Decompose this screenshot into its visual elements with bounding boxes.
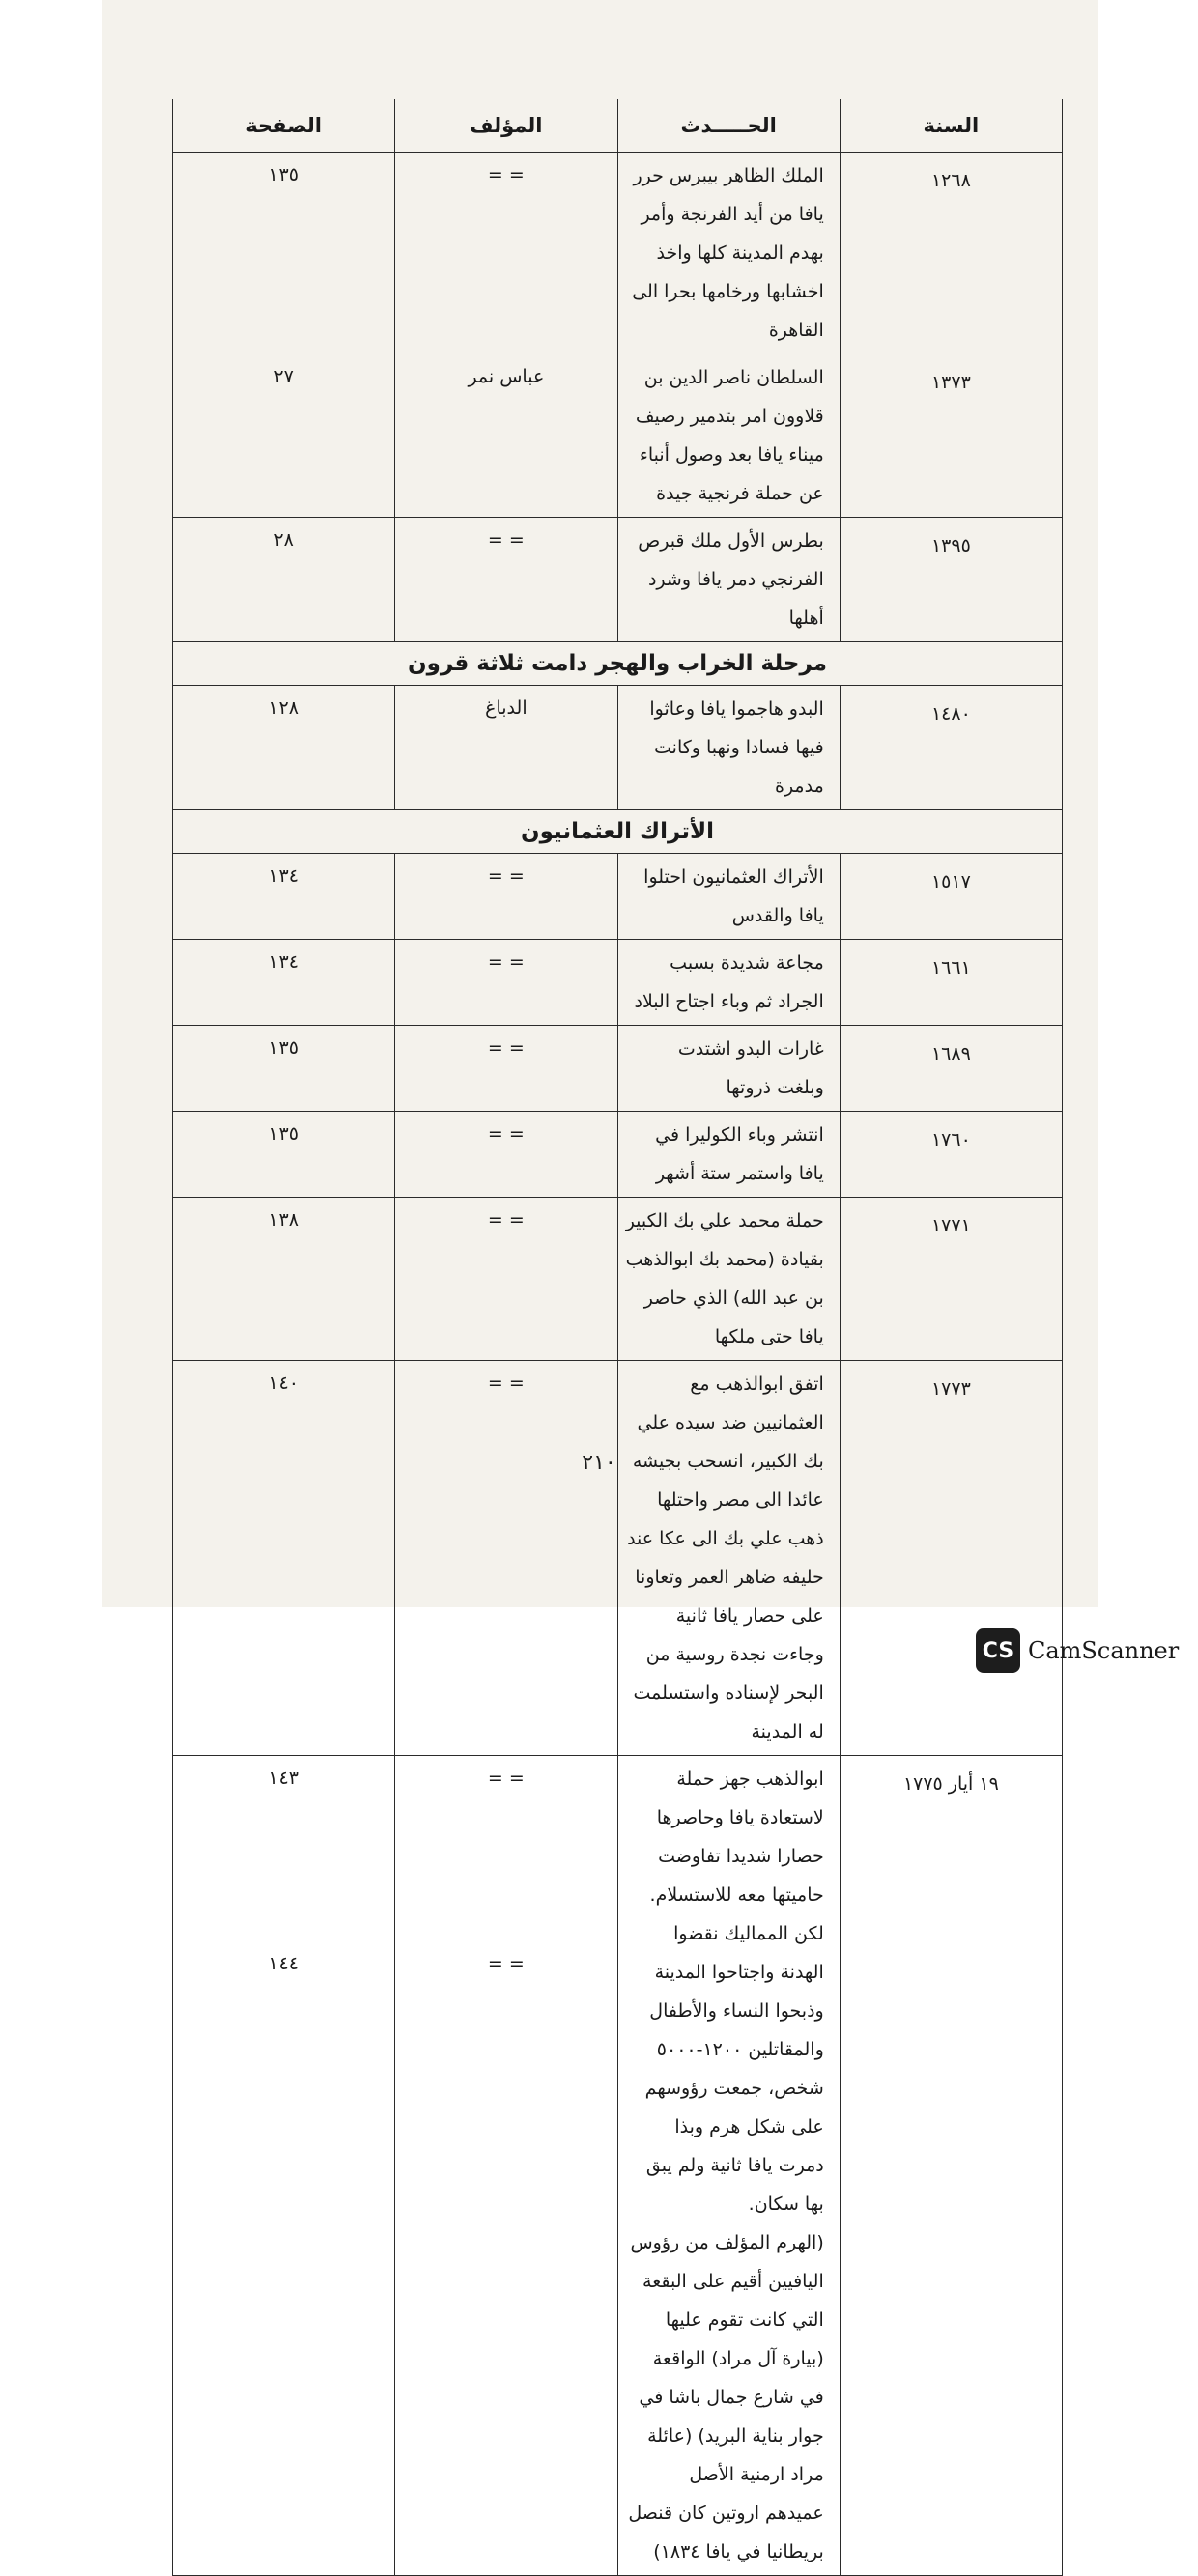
row-event: السلطان ناصر الدين بن قلاوون امر بتدمير رصيف ميناء يافا بعد وصول أنباء عن حملة فرنجية جيدة	[617, 354, 840, 518]
row-year: ١٤٨٠	[840, 686, 1062, 810]
row-author: = =	[395, 1026, 617, 1112]
header-page: الصفحة	[173, 99, 395, 153]
table-row	[173, 354, 1063, 518]
section-heading: مرحلة الخراب والهجر دامت ثلاثة قرون	[173, 642, 1063, 686]
table-row	[173, 854, 1063, 940]
table-row	[173, 1112, 1063, 1198]
author-text-2: = =	[487, 1953, 525, 1974]
row-year: ١٣٩٥	[840, 518, 1062, 642]
row-author: = =	[395, 1361, 617, 1756]
table-row	[173, 518, 1063, 642]
header-event: الحـــــدث	[617, 99, 840, 153]
row-author: = =	[395, 518, 617, 642]
page-number: ٢١٠	[582, 1451, 616, 1475]
section-row	[173, 642, 1063, 686]
row-author: = =	[395, 854, 617, 940]
section-heading: الأتراك العثمانيون	[173, 810, 1063, 854]
row-author: الدباغ	[395, 686, 617, 810]
row-author: = =	[395, 1198, 617, 1361]
table-row	[173, 1198, 1063, 1361]
header-year: السنة	[840, 99, 1062, 153]
row-event: الأتراك العثمانيون احتلوا يافا والقدس	[617, 854, 840, 940]
row-page	[173, 1756, 395, 2576]
row-page: ١٣٥	[173, 153, 395, 354]
row-page: ٢٧	[173, 354, 395, 518]
row-page: ١٣٨	[173, 1198, 395, 1361]
table-header-row	[173, 99, 1063, 153]
row-year: ١٧٧١	[840, 1198, 1062, 1361]
table-row	[173, 686, 1063, 810]
table-row	[173, 1026, 1063, 1112]
row-author	[395, 1756, 617, 2576]
row-year: ١٣٧٣	[840, 354, 1062, 518]
row-author: = =	[395, 153, 617, 354]
event-note: (الهرم المؤلف من رؤوس اليافيين أقيم على البقعة التي كانت تقوم عليها (بيارة آل مراد) الواقعة في شارع جمال باشا في جوار بناية البريد) (عائلة مراد ارمنية الأصل عميدهم اروتين كان قنصل بريطانيا في يافا ١٨٣٤)	[628, 2232, 824, 2562]
row-page: ١٣٥	[173, 1112, 395, 1198]
row-year: ١٦٨٩	[840, 1026, 1062, 1112]
row-event: بطرس الأول ملك قبرص الفرنجي دمر يافا وشرد أهلها	[617, 518, 840, 642]
row-page: ١٤٠	[173, 1361, 395, 1756]
row-page: ١٣٤	[173, 940, 395, 1026]
event-text: ابوالذهب جهز حملة لاستعادة يافا وحاصرها حصارا شديدا تفاوضت حاميتها معه للاستسلام. لكن المماليك نقضوا الهدنة واجتاحوا المدينة وذبحوا النساء والأطفال والمقاتلين ١٢٠٠-٥٠٠٠ شخص، جمعت رؤوسهم على شكل هرم وبذا دمرت يافا ثانية ولم يبق بها سكان.	[644, 1769, 824, 2215]
author-text: = =	[487, 1768, 525, 1789]
row-author: = =	[395, 1112, 617, 1198]
row-year: ١٧٦٠	[840, 1112, 1062, 1198]
camscanner-brand: CamScanner	[1028, 1637, 1180, 1664]
row-page: ٢٨	[173, 518, 395, 642]
page-ref-2: ١٤٤	[269, 1953, 299, 1974]
row-event: اتفق ابوالذهب مع العثمانيين ضد سيده علي بك الكبير، انسحب بجيشه عائدا الى مصر واحتلها ذهب علي بك الى عكا عند حليفه ضاهر العمر وتعاونا على حصار يافا ثانية وجاءت نجدة روسية من البحر لإسناده واستسلمت له المدينة	[617, 1361, 840, 1756]
row-page: ١٣٥	[173, 1026, 395, 1112]
row-year: ١٦٦١	[840, 940, 1062, 1026]
page-ref: ١٤٣	[269, 1768, 299, 1789]
row-event: البدو هاجموا يافا وعاثوا فيها فسادا ونهبا وكانت مدمرة	[617, 686, 840, 810]
row-page: ١٢٨	[173, 686, 395, 810]
table-row	[173, 153, 1063, 354]
table-row	[173, 1361, 1063, 1756]
row-event	[617, 1756, 840, 2576]
row-event: الملك الظاهر بيبرس حرر يافا من أيد الفرنجة وأمر بهدم المدينة كلها واخذ اخشابها ورخامها بحرا الى القاهرة	[617, 153, 840, 354]
camscanner-logo-icon: CS	[976, 1628, 1020, 1673]
row-year: ١٩ أيار ١٧٧٥	[840, 1756, 1062, 2576]
section-row	[173, 810, 1063, 854]
row-author: = =	[395, 940, 617, 1026]
row-year: ١٧٧٣	[840, 1361, 1062, 1756]
camscanner-watermark	[976, 1628, 1179, 1673]
row-page: ١٣٤	[173, 854, 395, 940]
row-event: غارات البدو اشتدت وبلغت ذروتها	[617, 1026, 840, 1112]
row-year: ١٥١٧	[840, 854, 1062, 940]
events-table	[172, 99, 1063, 2576]
row-event: حملة محمد علي بك الكبير بقيادة (محمد بك ابوالذهب بن عبد الله) الذي حاصر يافا حتى ملكها	[617, 1198, 840, 1361]
row-author: عباس نمر	[395, 354, 617, 518]
row-event: مجاعة شديدة بسبب الجراد ثم وباء اجتاح البلاد	[617, 940, 840, 1026]
row-year: ١٢٦٨	[840, 153, 1062, 354]
table-row	[173, 940, 1063, 1026]
row-event: انتشر وباء الكوليرا في يافا واستمر ستة أشهر	[617, 1112, 840, 1198]
header-author: المؤلف	[395, 99, 617, 153]
table-row	[173, 1756, 1063, 2576]
